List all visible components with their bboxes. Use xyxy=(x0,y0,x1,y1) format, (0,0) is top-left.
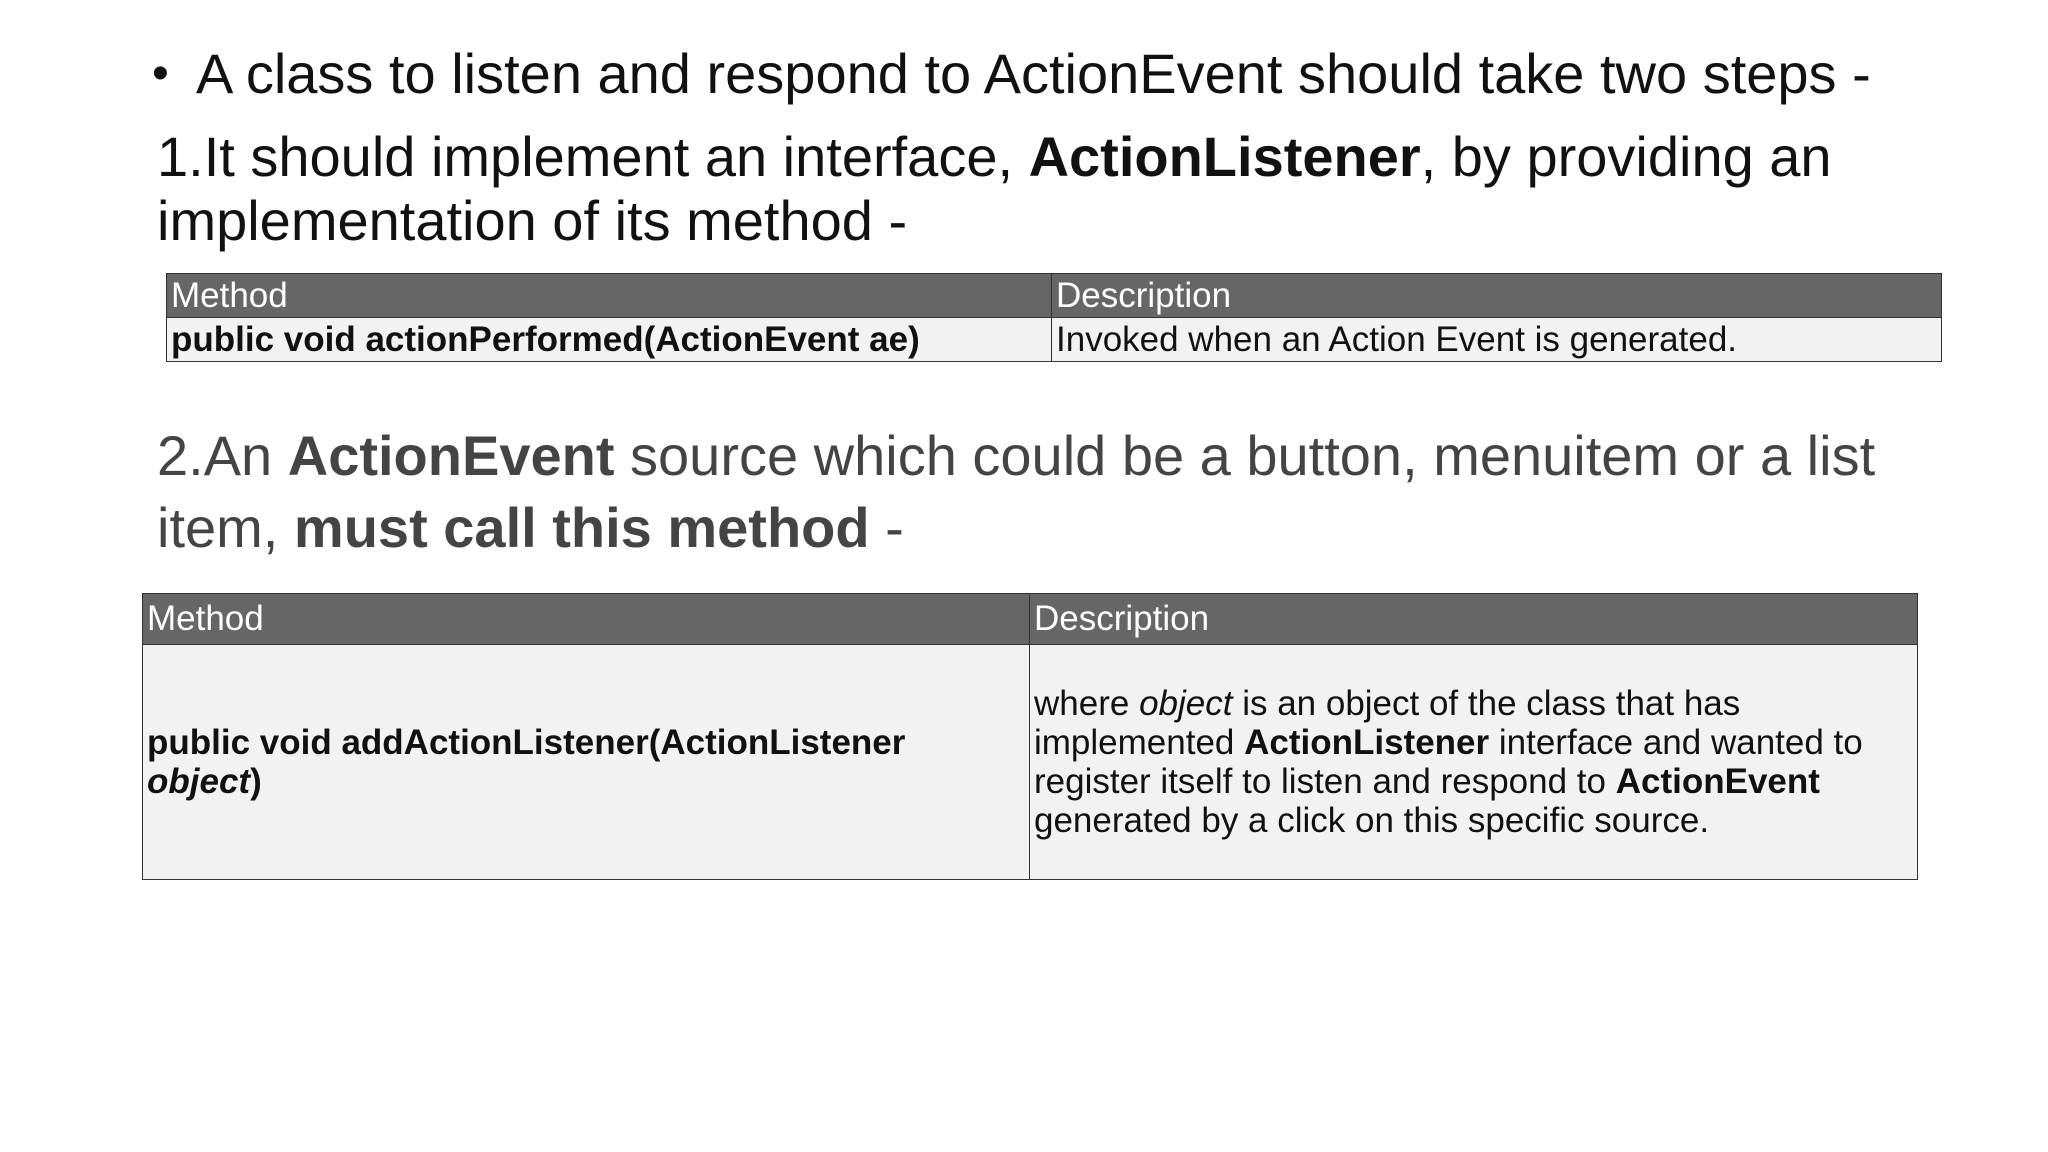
method-suffix: ) xyxy=(250,762,262,801)
table-header-row xyxy=(143,594,1918,645)
header-method: Method xyxy=(143,594,1030,645)
method-cell: public void actionPerformed(ActionEvent ae) xyxy=(167,318,1052,362)
step-2-text xyxy=(157,420,1937,564)
desc-bold: ActionListener xyxy=(1244,723,1490,762)
step-1-prefix: 1.It should implement an interface, xyxy=(157,125,1029,188)
method-table-2 xyxy=(142,593,1918,880)
desc-part: generated by a click on this specific source. xyxy=(1034,801,1710,840)
step-1-bold: ActionListener xyxy=(1028,125,1421,188)
desc-bold: ActionEvent xyxy=(1615,762,1820,801)
method-param: object xyxy=(147,762,251,801)
step-2-bold-1: ActionEvent xyxy=(287,424,615,487)
method-prefix: public void addActionListener(ActionListener xyxy=(147,723,906,762)
method-table-1 xyxy=(166,273,1942,362)
step-2-prefix: 2.An xyxy=(157,424,288,487)
method-cell xyxy=(143,645,1030,880)
step-1-suffix: , by providing an implementation of its method - xyxy=(157,125,1832,252)
bullet-icon: • xyxy=(152,47,169,100)
step-2-middle: source which could be a button, menuitem or a list item, xyxy=(157,424,1876,559)
intro-bullet xyxy=(152,40,1960,108)
desc-part: is an object of the class that has implemented xyxy=(1034,684,1741,762)
intro-text: A class to listen and respond to ActionEvent should take two steps - xyxy=(196,42,1871,105)
header-description: Description xyxy=(1030,594,1918,645)
step-2-suffix: - xyxy=(869,496,904,559)
table-row xyxy=(143,645,1918,880)
table-row xyxy=(167,318,1942,362)
header-method: Method xyxy=(167,274,1052,318)
description-cell xyxy=(1030,645,1918,880)
description-cell: Invoked when an Action Event is generated. xyxy=(1052,318,1942,362)
desc-part: where xyxy=(1034,684,1140,723)
desc-part: interface and wanted to register itself to listen and respond to xyxy=(1034,723,1863,801)
step-1-text xyxy=(157,125,1937,253)
step-2-bold-2: must call this method xyxy=(293,496,870,559)
table-header-row xyxy=(167,274,1942,318)
desc-italic: object xyxy=(1139,684,1233,723)
header-description: Description xyxy=(1052,274,1942,318)
